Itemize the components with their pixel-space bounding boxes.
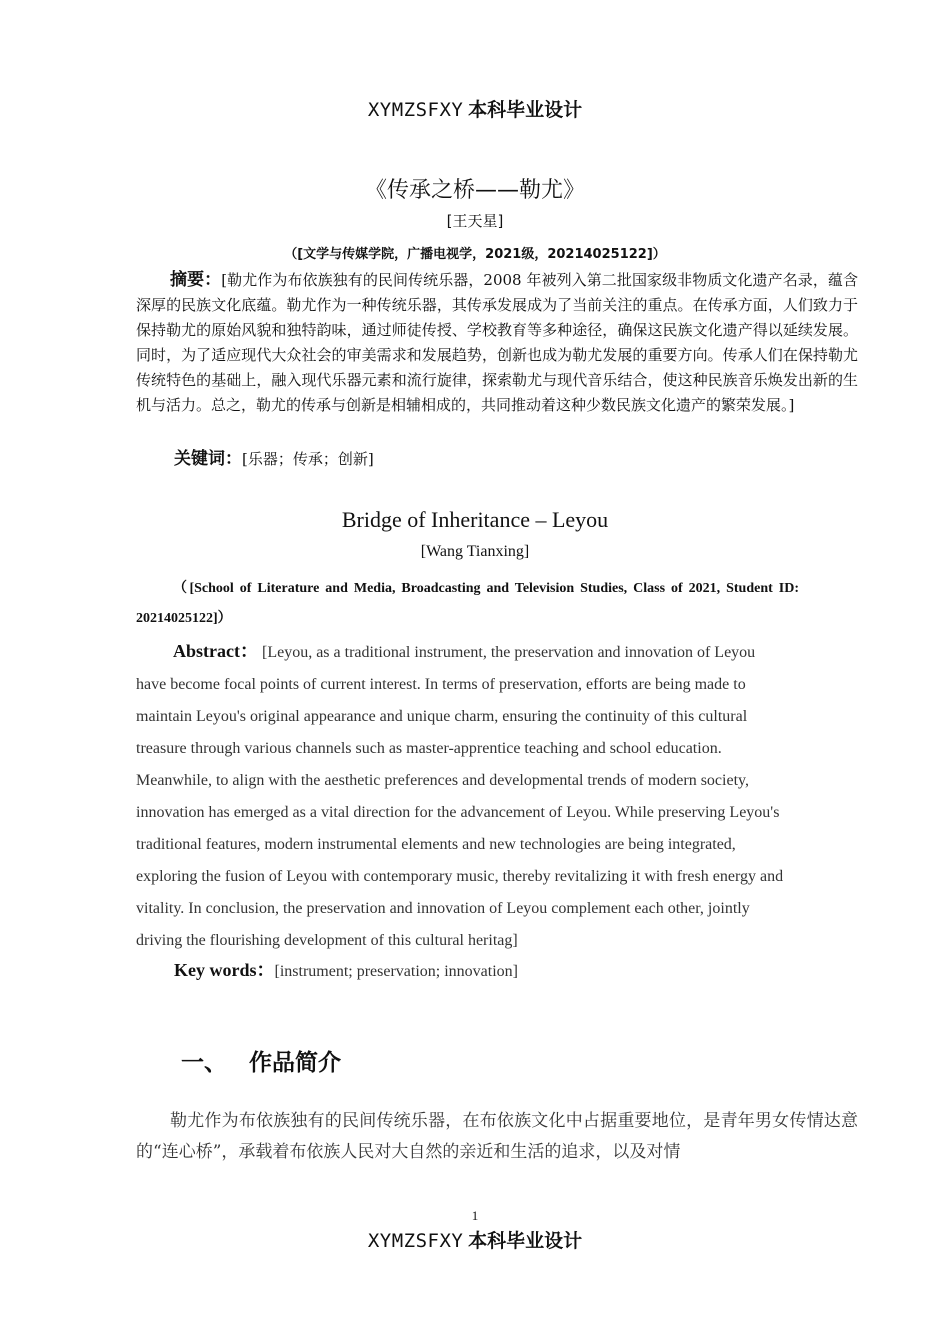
page-footer xyxy=(0,1226,950,1253)
en-abstract-line: Abstract： [Leyou, as a traditional instrument, the preservation and innovation of Leyou xyxy=(173,641,756,661)
cn-keywords-text: [乐器；传承；创新] xyxy=(242,450,374,468)
cn-keywords xyxy=(174,447,374,472)
cn-abstract xyxy=(136,268,858,418)
en-abstract xyxy=(136,635,826,957)
en-abstract-line: Meanwhile, to align with the aesthetic preferences and developmental trends of modern society, xyxy=(136,772,749,789)
footer-cjk: 本科毕业设计 xyxy=(468,1230,583,1252)
cn-abstract-label: 摘要： xyxy=(170,270,222,290)
en-abstract-line: have become focal points of current interest. In terms of preservation, efforts are being made to xyxy=(136,676,746,693)
en-abstract-line: traditional features, modern instrumental elements and new technologies are being integrated, xyxy=(136,836,736,853)
en-keywords-text: [instrument; preservation; innovation] xyxy=(274,963,518,980)
en-title: Bridge of Inheritance – Leyou xyxy=(341,507,609,532)
en-abstract-line: innovation has emerged as a vital direction for the advancement of Leyou. While preserving Leyou's xyxy=(136,804,780,821)
cn-keywords-label: 关键词： xyxy=(174,449,242,469)
en-abstract-line: exploring the fusion of Leyou with contemporary music, thereby revitalizing it with fresh energy and xyxy=(136,868,784,885)
en-keywords-label: Key words： xyxy=(174,960,275,980)
section-heading xyxy=(181,1044,341,1077)
en-abstract-label: Abstract： xyxy=(173,641,258,661)
header-latin: XYMZSFXY xyxy=(367,99,464,121)
en-abstract-line: vitality. In conclusion, the preservation and innovation of Leyou complement each other, jointly xyxy=(136,900,750,917)
page-header xyxy=(0,95,950,122)
header-cjk: 本科毕业设计 xyxy=(468,99,583,121)
cn-author: [王天星] xyxy=(446,212,504,230)
en-affiliation: （[School of Literature and Media, Broadcasting and Television Studies, Class of 2021, Student ID: 20214025122]） xyxy=(136,581,799,626)
page-number: 1 xyxy=(471,1208,479,1223)
en-abstract-line: driving the flourishing development of this cultural heritag] xyxy=(136,932,518,949)
en-keywords xyxy=(174,958,518,984)
cn-abstract-text: [勒尤作为布依族独有的民间传统乐器，2008 年被列入第二批国家级非物质文化遗产名录，蕴含深厚的民族文化底蕴。勒尤作为一种传统乐器，其传承发展成为了当前关注的重点。在传承方面，人们致力于保持勒尤的原始风貌和独特韵味，通过师徒传授、学校教育等多种途径，确保这民族文化遗产得以延续发展。同时，为了适应现代大众社会的审美需求和发展趋势，创新也成为勒尤发展的重要方向。传承人们在保持勒尤传统特色的基础上，融入现代乐器元素和流行旋律，探索勒尤与现代音乐结合，使这种民族音乐焕发出新的生机与活力。总之，勒尤的传承与创新是相辅相成的，共同推动着这种少数民族文化遗产的繁荣发展。] xyxy=(136,271,858,414)
en-abstract-line: maintain Leyou's original appearance and unique charm, ensuring the continuity of this cultural xyxy=(136,708,748,725)
en-abstract-line: treasure through various channels such as master-apprentice teaching and school education. xyxy=(136,740,722,757)
cn-title: 《传承之桥——勒尤》 xyxy=(364,178,585,203)
footer-latin: XYMZSFXY xyxy=(367,1230,464,1252)
en-author: [Wang Tianxing] xyxy=(420,543,530,560)
cn-affiliation: （[文学与传媒学院，广播电视学，2021级，20214025122]） xyxy=(284,247,666,262)
section-title: 作品简介 xyxy=(249,1050,341,1076)
body-paragraph: 勒尤作为布依族独有的民间传统乐器，在布依族文化中占据重要地位，是青年男女传情达意的“连心桥”，承载着布依族人民对大自然的亲近和生活的追求，以及对情 xyxy=(136,1111,858,1162)
section-number: 一、 xyxy=(181,1050,227,1076)
